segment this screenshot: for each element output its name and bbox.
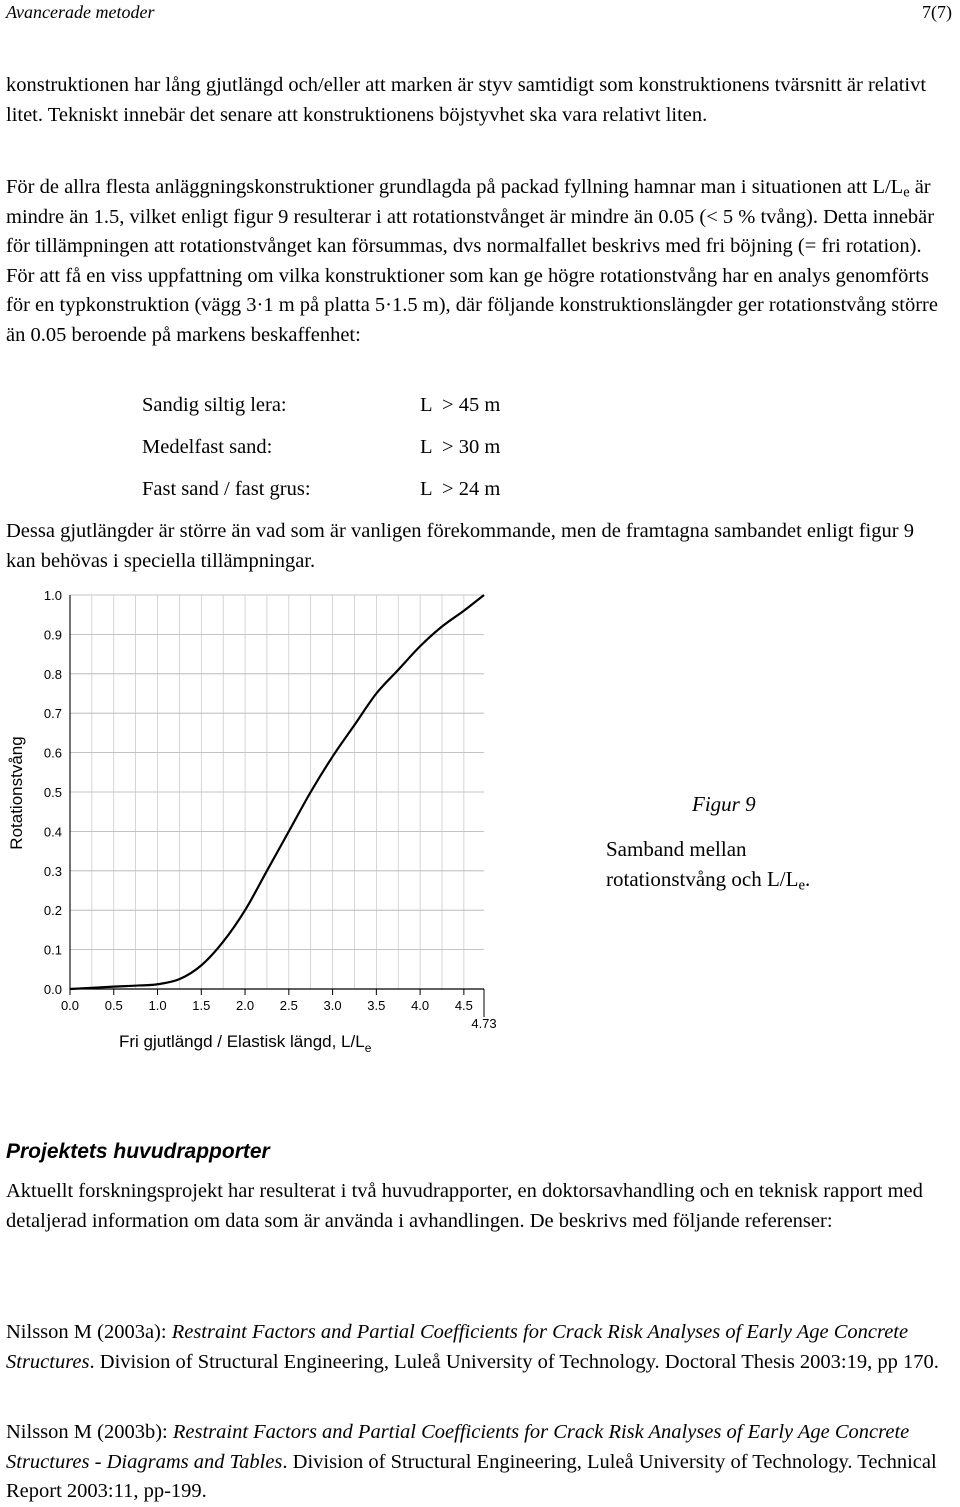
x-tick-label: 0.5 xyxy=(104,998,123,1013)
length-limit-3: L > 24 m xyxy=(420,478,501,500)
x-tick-label: 3.5 xyxy=(367,998,386,1013)
reference-2-details: . Division of Structural Engineering, Luleå University of Technology. Technical Report 2003:11, pp-199. xyxy=(6,1450,937,1502)
figure-title: Figur 9 xyxy=(692,792,756,816)
reference-1 xyxy=(6,1318,946,1377)
reference-1-author: Nilsson M (2003a): xyxy=(6,1321,172,1343)
reference-2-title: Restraint Factors and Partial Coefficients for Crack Risk Analyses of Early Age Concrete Structures - Diagrams and Tables xyxy=(6,1421,910,1473)
figure-caption xyxy=(606,834,810,894)
figure-caption-line-2-text: rotationstvång och L/L xyxy=(606,867,799,891)
subscript-e: e xyxy=(903,184,910,201)
x-tick-label: 4.0 xyxy=(411,998,430,1013)
paragraph-reports: Aktuellt forskningsprojekt har resulterat i två huvudrapporter, en doktorsavhandling och en teknisk rapport med detaljerad information om data som är använda i avhandlingen. De beskrivs med följande referenser: xyxy=(6,1180,923,1232)
reference-1-title: Restraint Factors and Partial Coefficients for Crack Risk Analyses of Early Age Concrete Structures xyxy=(6,1321,909,1373)
reference-2 xyxy=(6,1418,946,1507)
x-tick-label: 4.5 xyxy=(454,998,473,1013)
y-tick-label: 0.1 xyxy=(43,942,62,958)
y-tick-label: 0.3 xyxy=(43,863,62,879)
figure-caption-sub: e xyxy=(798,877,805,894)
length-limit-2: L > 30 m xyxy=(420,436,501,458)
x-axis-label xyxy=(119,1032,372,1055)
section-heading: Projektets huvudrapporter xyxy=(6,1140,270,1163)
chart-grid xyxy=(70,595,484,989)
y-tick-label: 0.8 xyxy=(43,666,62,682)
y-tick-label: 0.2 xyxy=(43,903,62,919)
figure-caption-line-2 xyxy=(606,864,810,894)
y-tick-label: 0.4 xyxy=(43,824,62,840)
length-limit-1: L > 45 m xyxy=(420,394,501,416)
x-tick-label: 3.0 xyxy=(323,998,342,1013)
x-tick-label: 1.0 xyxy=(148,998,167,1013)
x-tick-label: 2.0 xyxy=(236,998,255,1013)
x-end-tick-label: 4.73 xyxy=(471,1016,497,1031)
paragraph-analysis-part-a: För de allra flesta anläggningskonstruktioner grundlagda på packad fyllning hamnar man i situationen att L/L xyxy=(6,176,904,198)
soil-type-2: Medelfast sand: xyxy=(142,436,273,458)
paragraph-analysis-part-b: är mindre än 1.5, vilket enligt figur 9 resulterar i att rotationstvånget är mindre än 0.05 (< 5 % tvång). Detta innebär för tillämpningen att rotationstvånget kan försummas, dvs normalfallet beskrivs med fri böjning (= fri rotation). För att få en viss uppfattning om vilka konstruktioner som kan ge högre rotationstvång har en analys genomförts för en typkonstruktion (vägg 3·1 m på platta 5·1.5 m), där följande konstruktionslängder ger rotationstvång större än 0.05 beroende på markens beskaffenhet: xyxy=(6,176,938,346)
chart-axes xyxy=(70,595,484,1017)
paragraph-intro: konstruktionen har lång gjutlängd och/eller att marken är styv samtidigt som konstruktionens tvärsnitt är relativt litet. Tekniskt innebär det senare att konstruktionens böjstyvhet ska vara relativt liten. xyxy=(6,74,927,126)
x-axis-label-sub: e xyxy=(364,1041,372,1055)
rotation-restraint-chart xyxy=(0,575,600,1065)
y-tick-label: 1.0 xyxy=(43,588,62,603)
y-tick-label: 0.7 xyxy=(43,706,62,722)
x-tick-labels xyxy=(61,998,497,1031)
paragraph-analysis xyxy=(6,173,946,350)
x-axis-label-main: Fri gjutlängd / Elastisk längd, L/L xyxy=(119,1032,365,1051)
y-tick-label: 0.6 xyxy=(43,745,62,761)
paragraph-conclusion: Dessa gjutlängder är större än vad som är vanligen förekommande, men de framtagna sambandet enligt figur 9 kan behövas i speciella tillämpningar. xyxy=(6,520,914,572)
y-axis-label: Rotationstvång xyxy=(7,736,26,850)
figure-caption-end: . xyxy=(805,867,811,891)
page-number: 7(7) xyxy=(922,2,952,22)
reference-1-details: . Division of Structural Engineering, Luleå University of Technology. Doctoral Thesis 2003:19, pp 170. xyxy=(89,1350,939,1373)
reference-2-author: Nilsson M (2003b): xyxy=(6,1421,173,1443)
figure-caption-line-1: Samband mellan xyxy=(606,837,747,861)
running-header-title: Avancerade metoder xyxy=(6,2,155,22)
y-tick-label: 0.5 xyxy=(43,785,62,800)
x-tick-label: 1.5 xyxy=(192,998,211,1013)
y-tick-labels xyxy=(44,588,62,997)
x-tick-label: 2.5 xyxy=(279,998,298,1013)
soil-type-3: Fast sand / fast grus: xyxy=(142,478,311,500)
y-tick-label: 0.0 xyxy=(43,982,62,997)
x-tick-label: 0.0 xyxy=(60,998,80,1013)
y-tick-label: 0.9 xyxy=(43,627,62,643)
soil-type-1: Sandig siltig lera: xyxy=(142,394,287,416)
